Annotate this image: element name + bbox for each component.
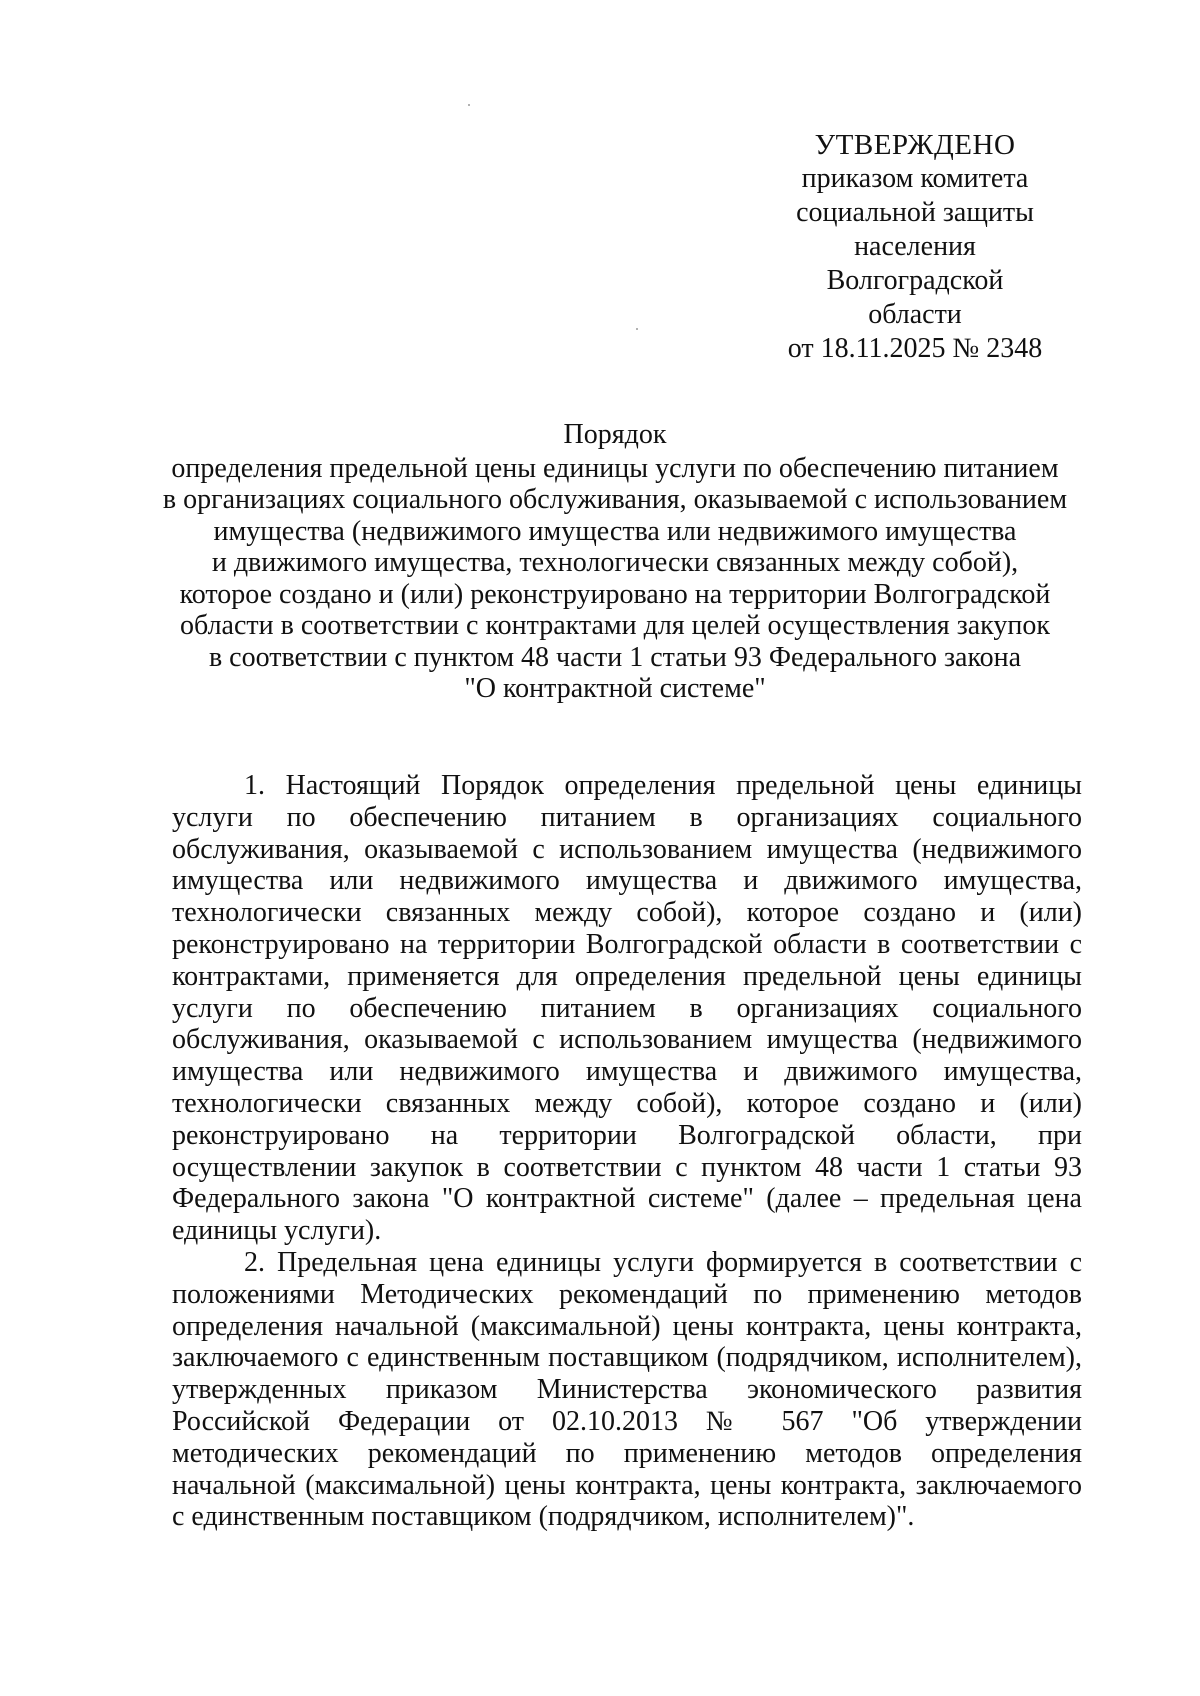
subtitle-line: и движимого имущества, технологически связанных между собой), [211, 547, 1019, 578]
subtitle-line: "О контрактной системе" [464, 673, 766, 704]
paragraph-1: 1. Настоящий Порядок определения предельной цены единицы услуги по обеспечению питанием в организациях социального обслуживания, оказываемой с использованием имущества (недвижимого имущества или недвижимого имущества и движимого имущества, технологически связанных между собой), которое создано и (или) реконструировано на территории Волгоградской области в соответствии с контрактами, применяется для определения предельной цены единицы услуги по обеспечению питанием в организациях социального обслуживания, оказываемой с использованием имущества (недвижимого имущества или недвижимого имущества и движимого имущества, технологически связанных между собой), которое создано и (или) реконструировано на территории Волгоградской области, при осуществлении закупок в соответствии с пунктом 48 части 1 статьи 93 Федерального закона "О контрактной системе" (далее – предельная цена единицы услуги). [172, 770, 1082, 1247]
subtitle-line: в соответствии с пунктом 48 части 1 статьи 93 Федерального закона [208, 641, 1022, 673]
scan-speck [468, 104, 470, 106]
document-body [172, 770, 1082, 1533]
scan-speck [636, 328, 638, 330]
approval-line: приказом комитета [801, 163, 1029, 194]
approval-status: УТВЕРЖДЕНО [814, 129, 1016, 161]
approval-stamp [770, 128, 1060, 366]
document-title: Порядок [563, 419, 667, 450]
subtitle-line: имущества (недвижимого имущества или недвижимого имущества [213, 515, 1017, 547]
subtitle-line: определения предельной цены единицы услуги по обеспечению питанием [171, 452, 1059, 484]
subtitle-line: в организациях социального обслуживания, оказываемой с использованием [162, 484, 1068, 515]
subtitle-line: которое создано и (или) реконструировано на территории Волгоградской [179, 578, 1051, 610]
subtitle-line: области в соответствии с контрактами для целей осуществления закупок [180, 610, 1050, 641]
approval-line: социальной защиты [796, 197, 1034, 228]
approval-line: области [868, 299, 962, 330]
approval-line: населения Волгоградской [826, 231, 1004, 296]
approval-order-reference: от 18.11.2025 № 2348 [787, 333, 1043, 364]
document-heading [160, 419, 1070, 705]
paragraph-2: 2. Предельная цена единицы услуги формируется в соответствии с положениями Методических рекомендаций по применению методов определения начальной (максимальной) цены контракта, цены контракта, заключаемого с единственным поставщиком (подрядчиком, исполнителем), утвержденных приказом Министерства экономического развития Российской Федерации от 02.10.2013 № 567 "Об утверждении методических рекомендаций по применению методов определения начальной (максимальной) цены контракта, цены контракта, заключаемого с единственным поставщиком (подрядчиком, исполнителем)". [172, 1246, 1082, 1533]
